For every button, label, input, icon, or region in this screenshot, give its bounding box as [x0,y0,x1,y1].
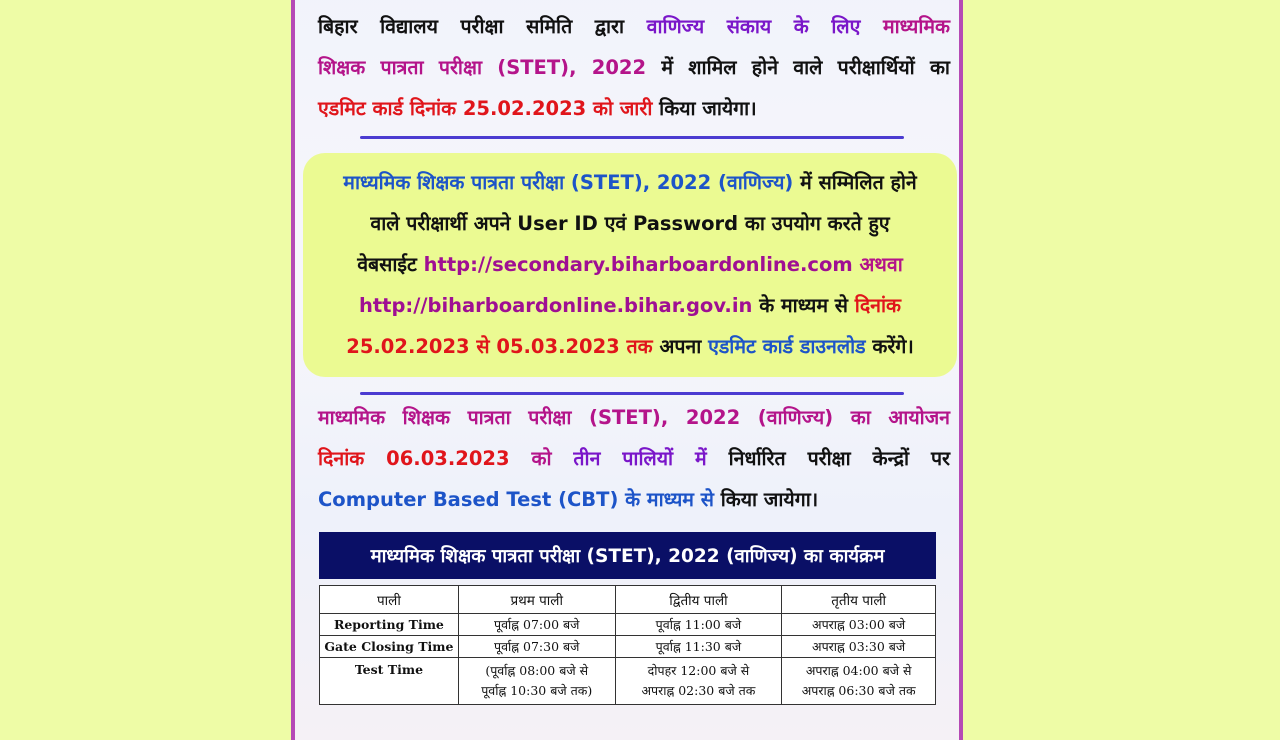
header-shift: पाली [320,586,459,614]
row-label: Gate Closing Time [320,636,459,658]
para3-line2: दिनांक 06.03.2023 को तीन पालियों में निर्धारित परीक्षा केन्द्रों पर [318,447,950,470]
para1-line3: एडमिट कार्ड दिनांक 25.02.2023 को जारी किया जायेगा। [318,97,757,120]
para3-line3: Computer Based Test (CBT) के माध्यम से किया जायेगा। [318,488,819,511]
table-cell: पूर्वाह्न 11:30 बजे [615,636,782,658]
header-third-shift: तृतीय पाली [782,586,936,614]
table-row [320,614,936,636]
row-label: Reporting Time [320,614,459,636]
bihar-website-link[interactable]: http://biharboardonline.bihar.gov.in [358,294,753,317]
table-cell: (पूर्वाह्न 08:00 बजे से पूर्वाह्न 10:30 बजे तक) [458,658,615,705]
table-cell: अपराह्न 04:00 बजे से अपराह्न 06:30 बजे तक [782,658,936,705]
table-row [320,636,936,658]
table-cell: पूर्वाह्न 11:00 बजे [615,614,782,636]
table-cell: पूर्वाह्न 07:30 बजे [458,636,615,658]
header-first-shift: प्रथम पाली [458,586,615,614]
table-row [320,658,936,705]
admit-card-release-paragraph [318,6,950,129]
para2-line4: http://biharboardonline.bihar.gov.in के माध्यम से दिनांक [358,294,902,317]
schedule-table-title: माध्यमिक शिक्षक पात्रता परीक्षा (STET), 2022 (वाणिज्य) का कार्यक्रम [319,532,936,579]
table-cell: दोपहर 12:00 बजे से अपराह्न 02:30 बजे तक [615,658,782,705]
exam-schedule-paragraph [318,397,950,520]
para1-line2: शिक्षक पात्रता परीक्षा (STET), 2022 में शामिल होने वाले परीक्षार्थियों का [318,56,950,79]
row-label: Test Time [320,658,459,705]
para2-line2: वाले परीक्षार्थी अपने User ID एवं Password का उपयोग करते हुए [370,212,890,235]
para2-line1: माध्यमिक शिक्षक पात्रता परीक्षा (STET), 2022 (वाणिज्य) में सम्मिलित होने [343,171,917,194]
separator-2 [360,392,904,395]
para2-line5: 25.02.2023 से 05.03.2023 तक अपना एडमिट कार्ड डाउनलोड करेंगे। [346,335,914,358]
admit-card-download-paragraph [303,162,957,367]
secondary-website-link[interactable]: http://secondary.biharboardonline.com [423,253,853,276]
separator-1 [360,136,904,139]
para1-line1: बिहार विद्यालय परीक्षा समिति द्वारा वाणिज्य संकाय के लिए माध्यमिक [318,15,951,38]
table-cell: पूर्वाह्न 07:00 बजे [458,614,615,636]
para2-line3: वेबसाईट http://secondary.biharboardonline.com अथवा [357,253,903,276]
schedule-table [319,585,936,705]
table-cell: अपराह्न 03:00 बजे [782,614,936,636]
para3-line1: माध्यमिक शिक्षक पात्रता परीक्षा (STET), 2022 (वाणिज्य) का आयोजन [318,406,950,429]
header-second-shift: द्वितीय पाली [615,586,782,614]
table-header-row [320,586,936,614]
table-cell: अपराह्न 03:30 बजे [782,636,936,658]
